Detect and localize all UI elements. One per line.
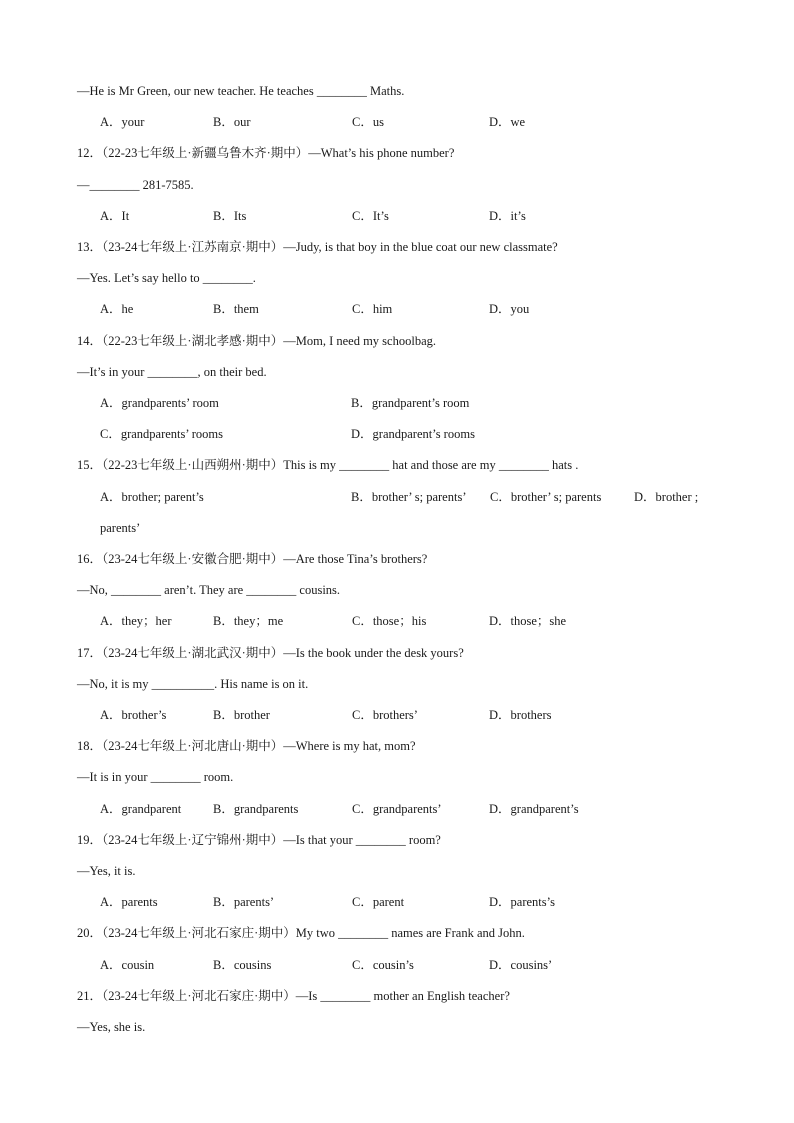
answer-option: A．grandparents’ room [100,396,219,410]
answer-option: C．cousin’s [352,958,414,972]
answer-option: B．cousins [213,958,272,972]
question-line: 17．（23-24七年级上·湖北武汉·期中）—Is the book under the desk yours? [77,646,464,660]
question-line: —Yes. Let’s say hello to ________. [77,271,256,285]
question-line: 12．（22-23七年级上·新疆乌鲁木齐·期中）—What’s his phone number? [77,146,455,160]
question-line: —________ 281-7585. [77,178,194,192]
answer-option: D．it’s [489,209,526,223]
answer-option: C．grandparents’ [352,802,442,816]
answer-option: B．Its [213,209,247,223]
question-line: 13．（23-24七年级上·江苏南京·期中）—Judy, is that boy in the blue coat our new classmate? [77,240,558,254]
question-line: 18．（23-24七年级上·河北唐山·期中）—Where is my hat, mom? [77,739,416,753]
answer-option: C．those；his [352,614,427,628]
answer-option: C．us [352,115,384,129]
question-line: —Yes, it is. [77,864,136,878]
answer-option: C．parent [352,895,405,909]
question-line: —It’s in your ________, on their bed. [77,365,267,379]
answer-option: C．It’s [352,209,389,223]
option-continuation: parents’ [100,521,141,535]
answer-option: B．them [213,302,259,316]
answer-option: A．brother; parent’s [100,490,204,504]
question-line: 14．（22-23七年级上·湖北孝感·期中）—Mom, I need my schoolbag. [77,334,436,348]
answer-option: A．your [100,115,145,129]
answer-option: D．those；she [489,614,567,628]
answer-option: A．parents [100,895,158,909]
answer-option: A．brother’s [100,708,167,722]
question-line: —He is Mr Green, our new teacher. He teaches ________ Maths. [77,84,405,98]
answer-option: D．you [489,302,530,316]
answer-option: D．grandparent’s rooms [351,427,475,441]
question-line: —It is in your ________ room. [77,770,234,784]
answer-option: D．we [489,115,526,129]
question-line: 19．（23-24七年级上·辽宁锦州·期中）—Is that your ________ room? [77,833,441,847]
answer-option: B．they；me [213,614,284,628]
answer-option: D．cousins’ [489,958,553,972]
question-line: 16．（23-24七年级上·安徽合肥·期中）—Are those Tina’s brothers? [77,552,428,566]
question-line: —No, ________ aren’t. They are ________ cousins. [77,583,341,597]
answer-option: D．parents’s [489,895,555,909]
answer-option: C．brother’ s; parents [490,490,602,504]
answer-option: D．brothers [489,708,552,722]
answer-option: A．grandparent [100,802,182,816]
answer-option: A．he [100,302,134,316]
answer-option: A．It [100,209,130,223]
answer-option: C．him [352,302,393,316]
question-line: —Yes, she is. [77,1020,146,1034]
answer-option: D．grandparent’s [489,802,579,816]
answer-option: B．grandparents [213,802,299,816]
question-line: 20．（23-24七年级上·河北石家庄·期中）My two ________ names are Frank and John. [77,926,525,940]
answer-option: B．parents’ [213,895,275,909]
answer-option: C．brothers’ [352,708,418,722]
question-line: 21．（23-24七年级上·河北石家庄·期中）—Is ________ mother an English teacher? [77,989,510,1003]
answer-option: A．they；her [100,614,172,628]
answer-option: D．brother ; [634,490,699,504]
answer-option: B．brother’ s; parents’ [351,490,467,504]
question-line: 15．（22-23七年级上·山西朔州·期中）This is my ________ hat and those are my ________ hats . [77,458,579,472]
answer-option: B．brother [213,708,270,722]
answer-option: C．grandparents’ rooms [100,427,224,441]
answer-option: B．our [213,115,251,129]
answer-option: A．cousin [100,958,155,972]
answer-option: B．grandparent’s room [351,396,470,410]
question-line: —No, it is my __________. His name is on it. [77,677,309,691]
